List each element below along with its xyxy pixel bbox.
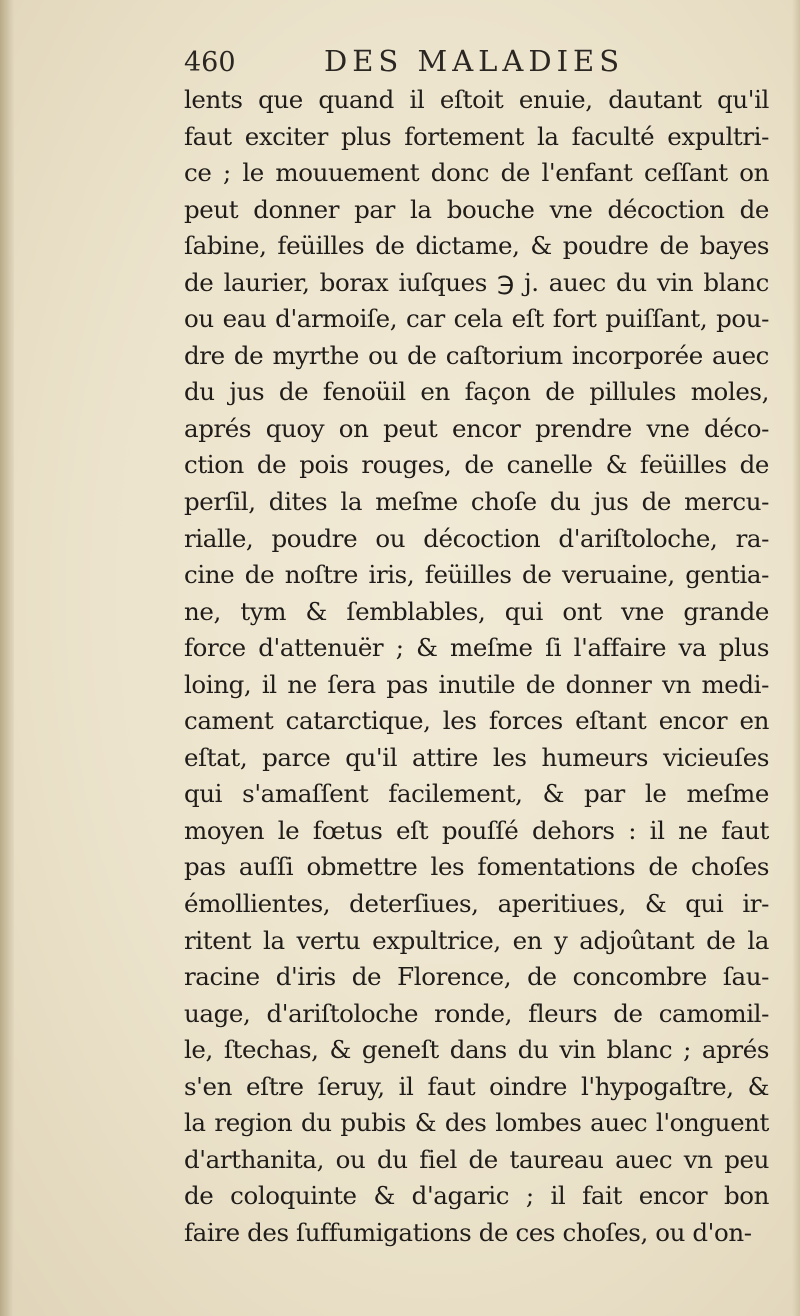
text-line: eſtat, parce qu'il attire les humeurs vicieuſes [184, 742, 769, 772]
text-line: ou eau d'armoiſe, car cela eſt fort puiſſant, pou- [184, 304, 769, 334]
text-line: lents que quand il eſtoit enuie, dautant qu'il [184, 85, 769, 114]
text-line: faut exciter plus fortement la faculté expultri- [184, 121, 769, 151]
running-title: DES MALADIES [324, 44, 625, 78]
text-line: cine de noſtre iris, feüilles de veruaine, gentia- [184, 560, 769, 590]
page-edge [792, 0, 800, 1316]
text-line: qui s'amaſſent facilement, & par le meſme [184, 779, 769, 809]
text-line: moyen le fœtus eſt pouſſé dehors : il ne faut [184, 815, 769, 845]
text-line: force d'attenuër ; & meſme ſi l'affaire va plus [184, 633, 769, 663]
text-line: le, ſtechas, & geneſt dans du vin blanc ; aprés [184, 1035, 769, 1065]
text-line: de coloquinte & d'agaric ; il fait encor bon [184, 1181, 769, 1211]
text-line: ction de pois rouges, de canelle & feüilles de [184, 450, 769, 480]
text-line: émollientes, deterſiues, aperitiues, & qui ir- [184, 889, 769, 919]
text-line: uage, d'ariſtoloche ronde, fleurs de camomil- [184, 998, 769, 1028]
page-number: 460 [184, 47, 236, 78]
text-line: ritent la vertu expultrice, en y adjoûtant de la [184, 925, 769, 955]
text-line: perſil, dites la meſme choſe du jus de mercu- [184, 487, 769, 517]
text-line: de laurier, borax iuſques ℈ j. auec du vin blanc [184, 267, 769, 297]
text-line: racine d'iris de Florence, de concombre ſau- [184, 962, 769, 992]
text-line: dre de myrthe ou de caſtorium incorporée auec [184, 340, 769, 370]
text-line: s'en eſtre ſeruy, il faut oindre l'hypogaſtre, & [184, 1071, 769, 1101]
text-line: faire des ſuffumigations de ces choſes, ou d'on- [184, 1217, 752, 1247]
text-line: la region du pubis & des lombes auec l'onguent [184, 1108, 769, 1138]
text-line: cament catarctique, les forces eſtant encor en [184, 706, 769, 736]
spine-shadow [0, 0, 14, 1316]
text-line: rialle, poudre ou décoction d'ariſtoloche, ra- [184, 523, 769, 553]
text-line: d'arthanita, ou du fiel de taureau auec vn peu [184, 1144, 769, 1174]
text-line: pas auſſi obmettre les fomentations de choſes [184, 852, 769, 882]
text-line: du jus de fenoüil en façon de pillules moles, [184, 377, 769, 407]
text-line: ce ; le mouuement donc de l'enfant ceſſant on [184, 158, 769, 188]
text-line: loing, il ne ſera pas inutile de donner vn medi- [184, 669, 769, 699]
text-line: ne, tym & ſemblables, qui ont vne grande [184, 596, 769, 626]
text-line: ſabine, feüilles de dictame, & poudre de bayes [184, 231, 769, 261]
body-text [184, 82, 769, 1252]
text-line: peut donner par la bouche vne décoction de [184, 194, 769, 224]
text-line: aprés quoy on peut encor prendre vne déco- [184, 413, 769, 443]
